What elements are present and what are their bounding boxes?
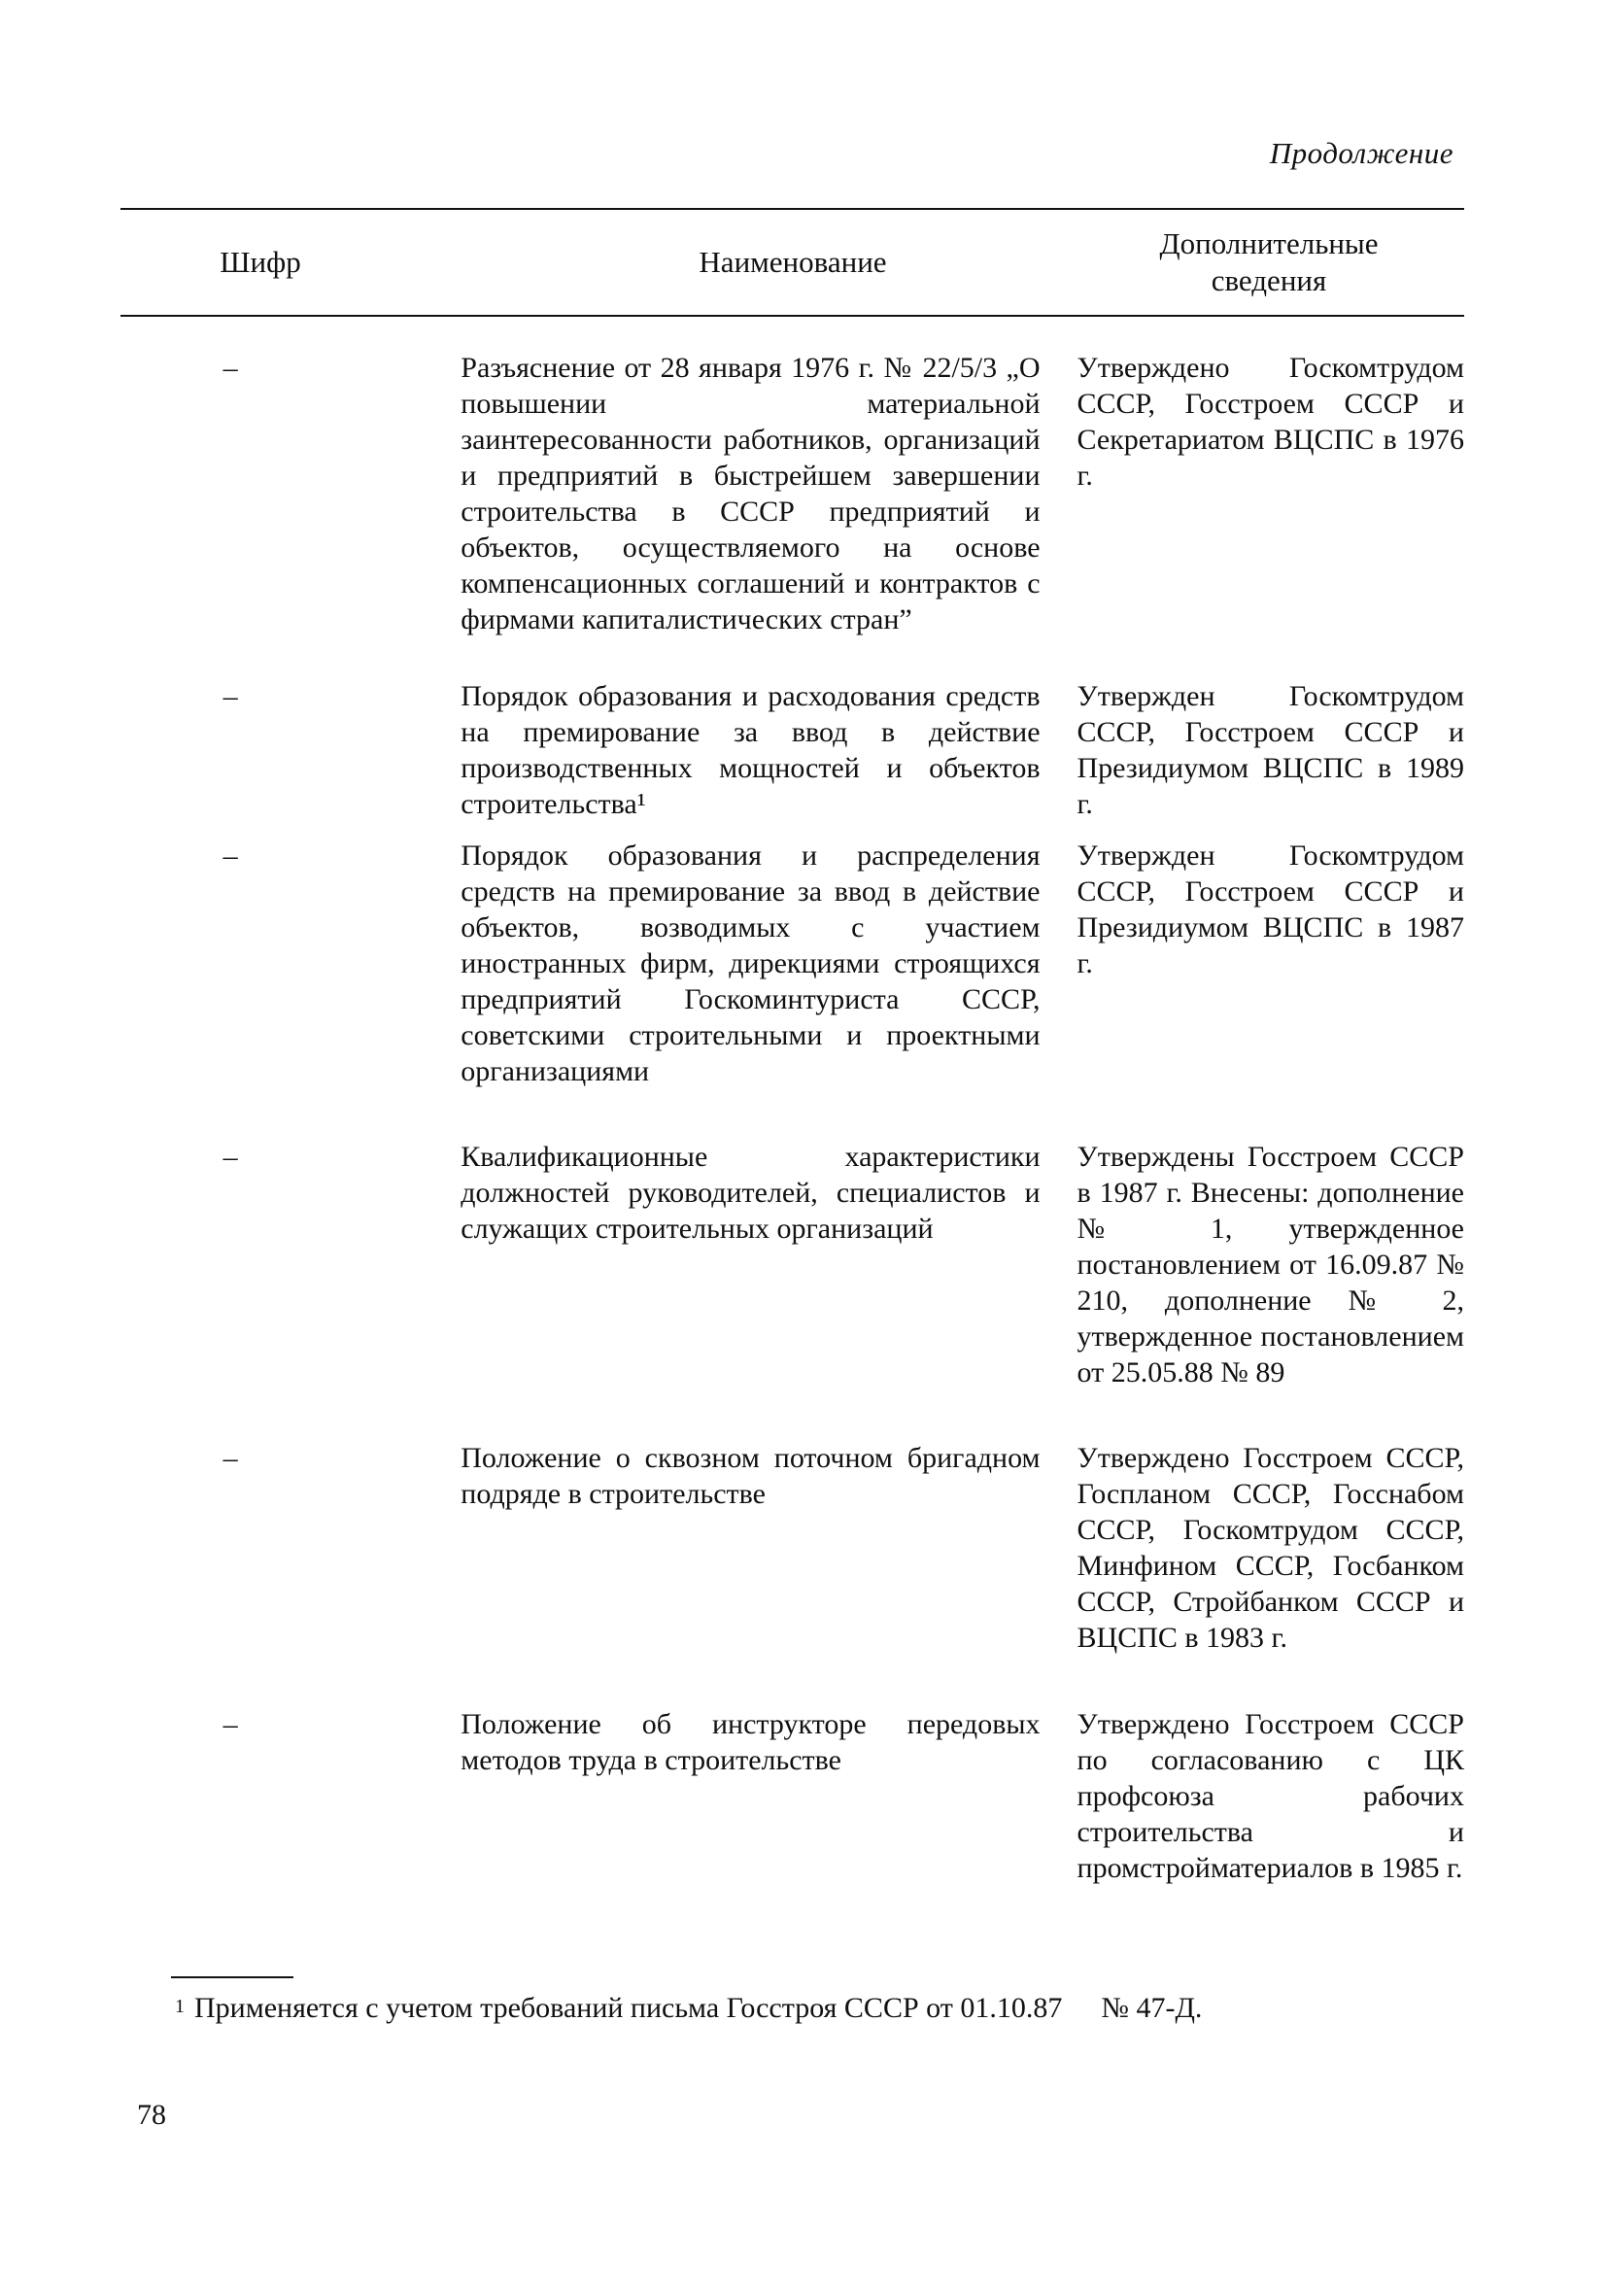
- cell-extra-info: Утверждены Госстроем СССР в 1987 г. Внесены: дополнение № 1, утвержденное постановлением от 16.09.87 № 210, дополнение № 2, утвержденное постановлением от 25.05.88 № 89: [1077, 1141, 1464, 1388]
- page-number: 78: [137, 2099, 166, 2131]
- cell-extra-info: Утверждено Госкомтрудом СССР, Госстроем СССР и Секретариатом ВЦСПС в 1976 г.: [1077, 352, 1464, 492]
- cell-cipher: –: [222, 1442, 238, 1474]
- footnote: [175, 1990, 1202, 2027]
- table-row: [120, 1139, 1464, 1440]
- table-row: [120, 1706, 1464, 1901]
- cell-extra-info: Утверждено Госстроем СССР по согласованию с ЦК профсоюза рабочих строительства и промстройматериалов в 1985 г.: [1077, 1708, 1464, 1884]
- cell-cipher: –: [222, 1708, 238, 1740]
- table-row: [120, 838, 1464, 1139]
- continuation-label: Продолжение: [1269, 136, 1453, 170]
- cell-cipher: –: [222, 840, 238, 872]
- header-cipher: Шифр: [220, 245, 301, 279]
- footnote-rule: [171, 1976, 293, 1978]
- footnote-mark: 1: [175, 1996, 185, 2017]
- cell-name: Квалификационные характеристики должностей руководителей, специалистов и служащих строительных организаций: [461, 1141, 1041, 1245]
- table-header-rule: [120, 315, 1464, 317]
- table-row: [120, 678, 1464, 838]
- cell-cipher: –: [222, 1141, 238, 1173]
- table-row: [120, 1440, 1464, 1706]
- cell-name: Порядок образования и расходования средств на премирование за ввод в действие производственных мощностей и объектов строительства¹: [461, 680, 1041, 820]
- footnote-number: № 47-Д.: [1101, 1992, 1203, 2024]
- header-extra-info: Дополнительные сведения: [1159, 226, 1379, 297]
- table-body: [120, 350, 1464, 1901]
- cell-extra-info: Утвержден Госкомтрудом СССР, Госстроем СССР и Президиумом ВЦСПС в 1987 г.: [1077, 840, 1464, 979]
- cell-cipher: –: [222, 680, 238, 712]
- cell-cipher: –: [222, 352, 238, 384]
- footnote-text: Применяется с учетом требований письма Госстроя СССР от 01.10.87: [194, 1992, 1063, 2024]
- table-row: [120, 350, 1464, 678]
- cell-extra-info: Утвержден Госкомтрудом СССР, Госстроем СССР и Президиумом ВЦСПС в 1989 г.: [1077, 680, 1464, 820]
- cell-name: Положение об инструкторе передовых методов труда в строительстве: [461, 1708, 1041, 1776]
- table-header: [120, 210, 1464, 315]
- cell-name: Положение о сквозном поточном бригадном подряде в строительстве: [461, 1442, 1041, 1510]
- cell-name: Порядок образования и распределения средств на премирование за ввод в действие объектов, возводимых с участием иностранных фирм, дирекциями строящихся предприятий Госкоминтуриста СССР, советскими строительными и проектными организациями: [461, 840, 1041, 1087]
- cell-name: Разъяснение от 28 января 1976 г. № 22/5/3 „О повышении материальной заинтересованности работников, организаций и предприятий в быстрейшем завершении строительства в СССР предприятий и объектов, осуществляемого на основе компенсационных соглашений и контрактов с фирмами капиталистических стран”: [461, 352, 1041, 635]
- cell-extra-info: Утверждено Госстроем СССР, Госпланом СССР, Госснабом СССР, Госкомтрудом СССР, Минфином СССР, Госбанком СССР, Стройбанком СССР и ВЦСПС в 1983 г.: [1077, 1442, 1464, 1654]
- header-name: Наименование: [699, 245, 887, 279]
